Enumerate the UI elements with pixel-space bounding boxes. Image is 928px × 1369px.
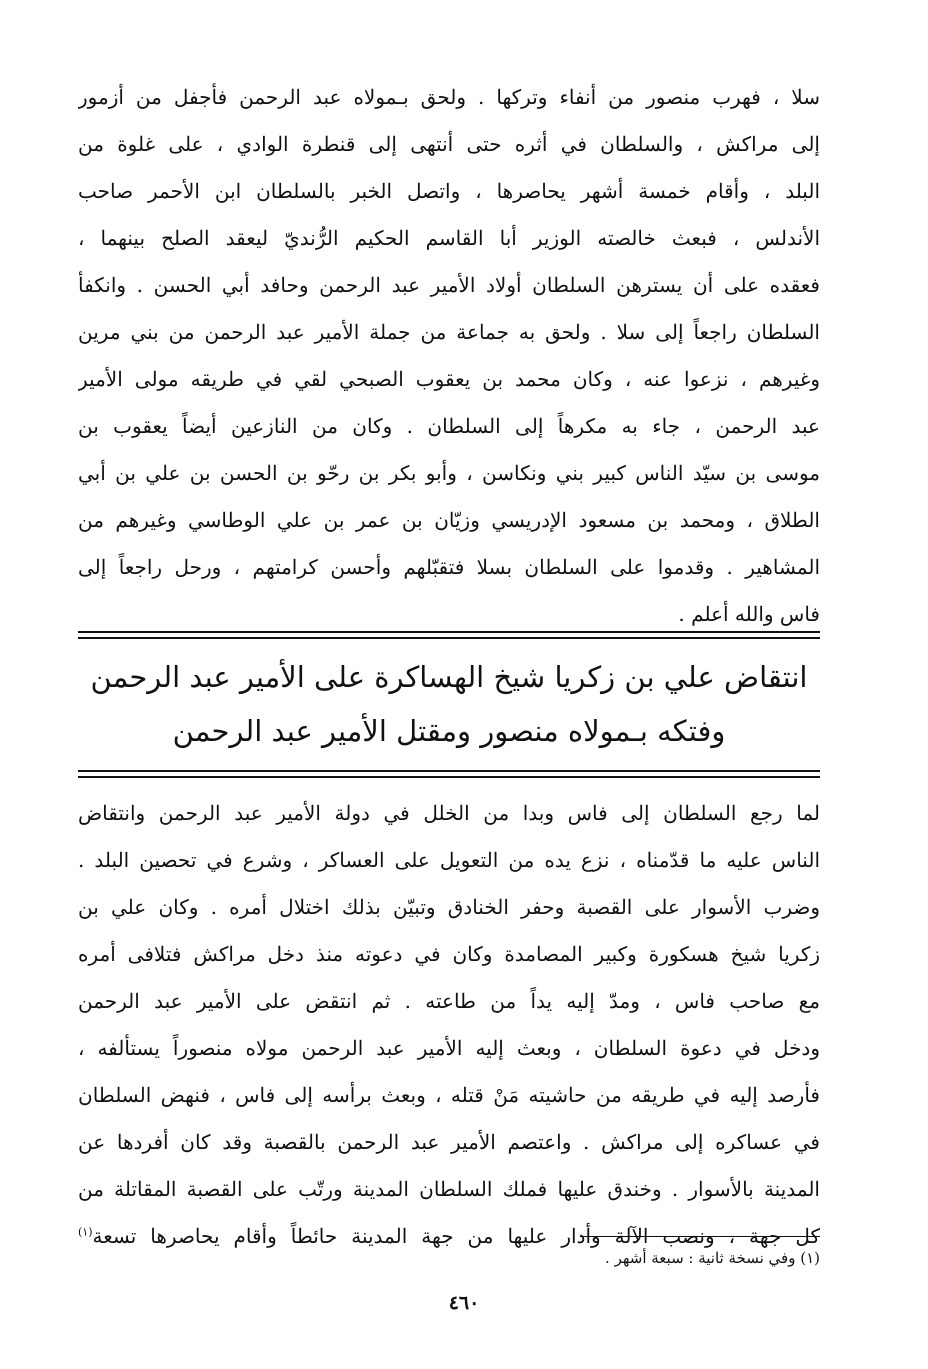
text-line: إلى مراكش ، والسلطان في أثره حتى أنتهى إلى قنطرة الوادي ، على غلوة من <box>78 132 820 156</box>
text-line: مع صاحب فاس ، ومدّ إليه يداً من طاعته . ثم انتقض على الأمير عبد الرحمن <box>78 989 820 1013</box>
heading-line-1: انتقاض علي بن زكريا شيخ الهساكرة على الأمير عبد الرحمن <box>90 660 808 694</box>
text-line: المشاهير . وقدموا على السلطان بسلا فتقبّلهم وأحسن كرامتهم ، ورحل راجعاً إلى <box>78 555 820 579</box>
text-line: البلد ، وأقام خمسة أشهر يحاصرها ، واتصل الخبر بالسلطان ابن الأحمر صاحب <box>78 179 820 203</box>
text-line: وغيرهم ، نزعوا عنه ، وكان محمد بن يعقوب الصبحي لقي في طريقه مولى الأمير <box>78 367 820 391</box>
text-line: فعقده على أن يسترهن السلطان أولاد الأمير عبد الرحمن وحافد أبي الحسن . وانكفأ <box>78 273 820 297</box>
footnote-rule <box>580 1236 820 1237</box>
footnote-marker: (١) <box>78 1225 93 1239</box>
page-number: ٤٦٠ <box>448 1292 480 1314</box>
text-line-content: كل جهة ، ونصب الآلة وأدار عليها من جهة المدينة حائطاً وأقام يحاصرها تسعة <box>92 1224 820 1248</box>
text-line: موسى بن سيّد الناس كبير بني ونكاسن ، وأبو بكر بن رحّو بن الحسن بن علي بن أبي <box>78 461 820 485</box>
heading-top-rule-outer <box>78 631 820 633</box>
heading-line-2: وفتكه بـمولاه منصور ومقتل الأمير عبد الرحمن <box>172 714 726 748</box>
text-line: زكريا شيخ هسكورة وكبير المصامدة وكان في دعوته منذ دخل مراكش فتلافى أمره <box>78 942 820 966</box>
text-line: فاس والله أعلم . <box>678 602 820 626</box>
text-line: سلا ، فهرب منصور من أنفاء وتركها . ولحق بـمولاه عبد الرحمن فأجفل من أزمور <box>78 85 820 109</box>
text-line: ودخل في دعوة السلطان ، وبعث إليه الأمير عبد الرحمن مولاه منصوراً يستألفه ، <box>78 1036 820 1060</box>
heading-top-rule-inner <box>78 637 820 639</box>
text-line: في عساكره إلى مراكش . واعتصم الأمير عبد الرحمن بالقصبة وقد كان أفردها عن <box>78 1130 820 1154</box>
paragraph-2 <box>78 790 820 1260</box>
footnote: (١) وفي نسخة ثانية : سبعة أشهر . <box>605 1249 820 1267</box>
text-line: عبد الرحمن ، جاء به مكرهاً إلى السلطان . وكان من النازعين أيضاً يعقوب بن <box>78 414 820 438</box>
text-line: المدينة بالأسوار . وخندق عليها فملك السلطان المدينة ورتّب على القصبة المقاتلة من <box>78 1177 820 1201</box>
text-line: الناس عليه ما قدّمناه ، نزع يده من التعويل على العساكر ، وشرع في تحصين البلد . <box>78 848 820 872</box>
paragraph-1 <box>78 74 820 638</box>
heading-bottom-rule-outer <box>78 770 820 772</box>
text-line: لما رجع السلطان إلى فاس وبدا من الخلل في دولة الأمير عبد الرحمن وانتقاض <box>78 801 820 825</box>
text-line: وضرب الأسوار على القصبة وحفر الخنادق وتبيّن بذلك اختلال أمره . وكان علي بن <box>78 895 820 919</box>
section-heading <box>78 650 820 758</box>
text-line: الطلاق ، ومحمد بن مسعود الإدريسي وزيّان بن عمر بن علي الوطاسي وغيرهم من <box>78 508 820 532</box>
heading-bottom-rule-inner <box>78 776 820 778</box>
text-line: الأندلس ، فبعث خالصته الوزير أبا القاسم الحكيم الرُّنديّ ليعقد الصلح بينهما ، <box>78 226 820 250</box>
text-line: السلطان راجعاً إلى سلا . ولحق به جماعة من جملة الأمير عبد الرحمن من بني مرين <box>78 320 820 344</box>
text-line: فأرصد إليه في طريقه من حاشيته مَنْ قتله ، وبعث برأسه إلى فاس ، فنهض السلطان <box>78 1083 820 1107</box>
